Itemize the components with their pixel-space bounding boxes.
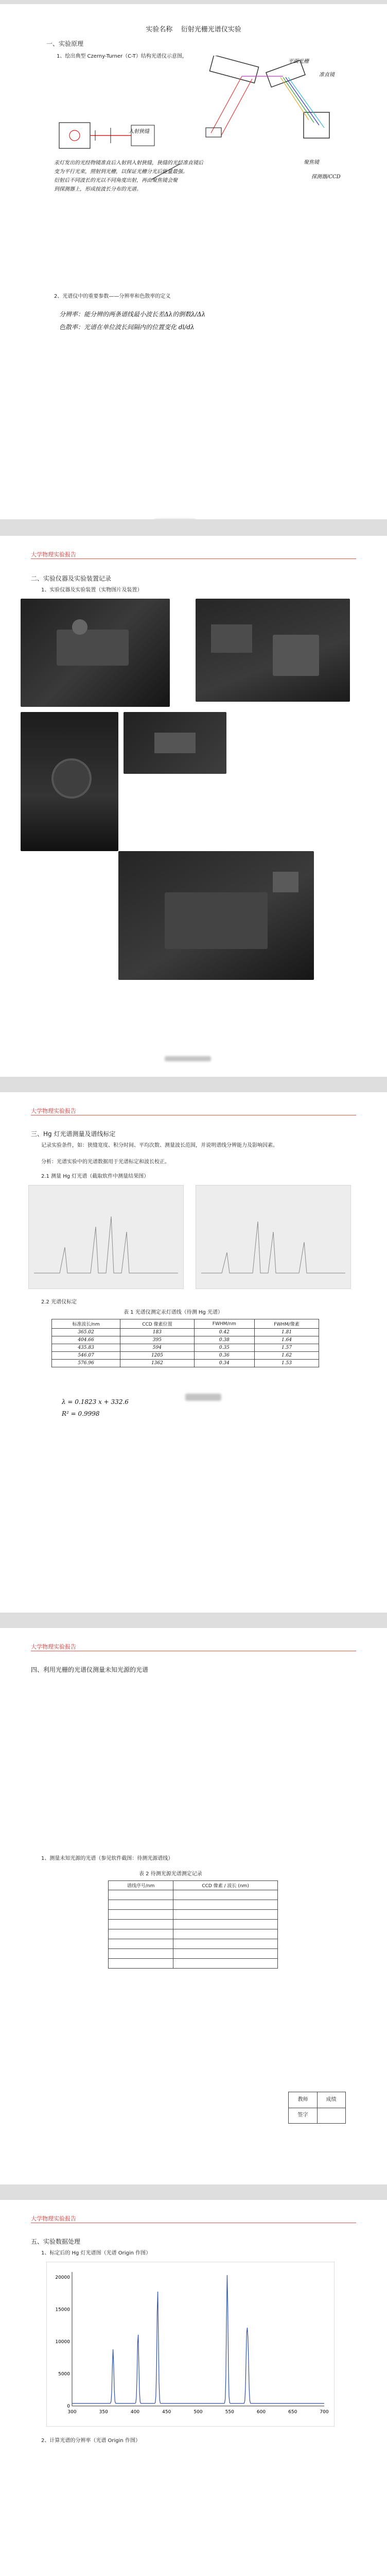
table-row bbox=[52, 1352, 319, 1360]
cell: 183 bbox=[120, 1329, 195, 1336]
fit-result bbox=[62, 1396, 129, 1420]
cell bbox=[109, 1959, 173, 1969]
apparatus-photo-3 bbox=[21, 712, 118, 851]
cell: 395 bbox=[120, 1336, 195, 1344]
cell bbox=[109, 1939, 173, 1949]
apparatus-photo-4 bbox=[124, 712, 226, 774]
page-header: 大学物理实验报告 bbox=[31, 1108, 76, 1114]
cell: 1362 bbox=[120, 1360, 195, 1367]
report-title bbox=[0, 24, 387, 33]
description: 记录实验条件，如：狭缝宽度、积分时间、平均次数、测量波长范围，并说明谱线分辨能力及影响因素。 bbox=[41, 1143, 278, 1148]
answer-line: 分辨率：能分辨的两条谱线最小波长差Δλ的倒数λ/Δλ bbox=[59, 311, 206, 318]
column-header: 标准波长/nm bbox=[52, 1319, 120, 1329]
figure-caption: 2.2 光谱仪标定 bbox=[41, 1299, 77, 1305]
cell: 0.38 bbox=[194, 1336, 254, 1344]
label-ccd: 探测器/CCD bbox=[311, 174, 341, 180]
x-tick-label: 300 bbox=[67, 2410, 77, 2415]
cell: 404.66 bbox=[52, 1336, 120, 1344]
redaction bbox=[165, 1056, 211, 1061]
figure-caption: 2.1 测量 Hg 灯光谱（截取软件中测量结果图） bbox=[41, 1174, 149, 1179]
sig-label-teacher: 教师 bbox=[289, 2092, 318, 2108]
table-row bbox=[109, 1920, 278, 1929]
sig-label-grade: 成绩 bbox=[317, 2092, 345, 2108]
hg-spectrum-screenshot-plot bbox=[196, 1185, 350, 1289]
cell bbox=[109, 1890, 173, 1900]
y-tick-label: 5000 bbox=[58, 2371, 70, 2377]
x-tick-label: 400 bbox=[130, 2410, 140, 2415]
cell: 546.07 bbox=[52, 1352, 120, 1360]
fit-line: R² = 0.9998 bbox=[62, 1410, 100, 1417]
sig-label-sign: 签字 bbox=[289, 2108, 318, 2123]
cell bbox=[173, 1929, 278, 1939]
x-tick-label: 500 bbox=[194, 2410, 203, 2415]
hg-calibration-table bbox=[51, 1319, 319, 1367]
item-caption: 1、实验仪器及实验装置（实物图片及装置） bbox=[41, 587, 143, 593]
cell: 1.81 bbox=[255, 1329, 319, 1336]
cell: 0.42 bbox=[194, 1329, 254, 1336]
report-page-1 bbox=[0, 4, 387, 519]
section-heading: 五、实验数据处理 bbox=[31, 2238, 81, 2245]
column-header: FWHM/nm bbox=[194, 1319, 254, 1329]
cell bbox=[173, 1920, 278, 1929]
apparatus-photo-2 bbox=[196, 599, 350, 702]
cell bbox=[109, 1920, 173, 1929]
y-tick-label: 15000 bbox=[55, 2307, 70, 2313]
hg-spectrum-screenshot-plot bbox=[29, 1185, 183, 1289]
apparatus-photo-1 bbox=[21, 599, 170, 707]
redaction bbox=[185, 1394, 221, 1401]
software-screenshot bbox=[28, 1185, 184, 1289]
y-tick-label: 0 bbox=[67, 2404, 70, 2409]
cell: 576.96 bbox=[52, 1360, 120, 1367]
table-row bbox=[109, 1929, 278, 1939]
x-tick-label: 550 bbox=[225, 2410, 234, 2415]
principle-line: 1、绘出典型 Czerny-Turner（C-T）结构光谱仪示意图， bbox=[57, 54, 187, 59]
question-2: 2、光谱仪中的重要参数——分辨率和色散率的定义 bbox=[54, 294, 171, 299]
label-focusing: 聚焦镜 bbox=[304, 160, 319, 165]
apparatus-photo-5 bbox=[118, 851, 314, 980]
item-caption: 2、计算光谱的分辨率（光谱 Origin 作图） bbox=[41, 2438, 140, 2444]
page-header: 大学物理实验报告 bbox=[31, 2215, 76, 2222]
table-row bbox=[109, 1949, 278, 1959]
section-heading: 四、利用光栅的光谱仪测量未知光源的光谱 bbox=[31, 1666, 149, 1673]
label-slit: 入射狭缝 bbox=[129, 129, 149, 134]
header-rule bbox=[31, 558, 356, 559]
title-value: 衍射光栅光谱仪实验 bbox=[181, 26, 241, 33]
section-heading: 二、实验仪器及实验装置记录 bbox=[31, 575, 112, 582]
table-row bbox=[109, 1910, 278, 1920]
section-heading: 一、实验原理 bbox=[46, 40, 84, 47]
table-title: 表 2 待测光源光谱测定记录 bbox=[139, 1871, 202, 1877]
note-line: 衍射后不同波长的光以不同角度出射，再由聚焦镜会聚 bbox=[54, 178, 178, 183]
cell bbox=[109, 1929, 173, 1939]
y-tick-label: 10000 bbox=[55, 2340, 70, 2345]
column-header: CCD 像素 / 波长 (nm) bbox=[173, 1881, 278, 1890]
table-row bbox=[52, 1329, 319, 1336]
cell bbox=[173, 1890, 278, 1900]
x-tick-label: 650 bbox=[288, 2410, 297, 2415]
table-row bbox=[52, 1360, 319, 1367]
x-tick-label: 600 bbox=[256, 2410, 266, 2415]
table-row bbox=[52, 1344, 319, 1352]
note-line: 到探测器上，形成按波长分布的光谱。 bbox=[54, 187, 142, 192]
x-tick-label: 350 bbox=[99, 2410, 108, 2415]
cell: 1.64 bbox=[255, 1336, 319, 1344]
cell: 435.83 bbox=[52, 1344, 120, 1352]
table-header-row bbox=[52, 1319, 319, 1329]
signature-box bbox=[288, 2092, 346, 2124]
title-label: 实验名称 bbox=[146, 26, 173, 33]
cell: 1.53 bbox=[255, 1360, 319, 1367]
answer-block bbox=[59, 308, 205, 334]
cell bbox=[173, 1959, 278, 1969]
cell: 594 bbox=[120, 1344, 195, 1352]
cell bbox=[109, 1949, 173, 1959]
fit-line: λ = 0.1823 x + 332.6 bbox=[62, 1398, 129, 1405]
software-screenshot bbox=[196, 1185, 351, 1289]
cell bbox=[109, 1910, 173, 1920]
unknown-source-table bbox=[108, 1880, 278, 1969]
cell: 365.02 bbox=[52, 1329, 120, 1336]
section-heading: 三、Hg 灯光谱测量及谱线标定 bbox=[31, 1130, 116, 1138]
cell bbox=[173, 1910, 278, 1920]
page-header: 大学物理实验报告 bbox=[31, 1643, 76, 1650]
note-line: 汞灯发出的光经物镜准直后入射到入射狭缝，狭缝的光经准直镜后 bbox=[54, 160, 203, 166]
label-collimator: 准直镜 bbox=[319, 72, 335, 78]
report-page-3 bbox=[0, 1092, 387, 1613]
cell: 1205 bbox=[120, 1352, 195, 1360]
table-row bbox=[52, 1336, 319, 1344]
handwritten-notes bbox=[54, 159, 203, 194]
cell bbox=[173, 1939, 278, 1949]
column-header: FWHM/像素 bbox=[255, 1319, 319, 1329]
cell: 0.35 bbox=[194, 1344, 254, 1352]
report-page-5 bbox=[0, 2200, 387, 2576]
report-page-4 bbox=[0, 1628, 387, 2184]
label-grating: 平面光栅 bbox=[288, 59, 309, 64]
table-row bbox=[109, 1959, 278, 1969]
item-caption: 1、标定后的 Hg 灯光谱图（光谱 Origin 作图） bbox=[41, 2250, 151, 2256]
report-page-2 bbox=[0, 536, 387, 1077]
answer-line: 色散率：光谱在单位波长间隔内的位置变化 dl/dλ bbox=[59, 324, 195, 331]
cell: 0.36 bbox=[194, 1352, 254, 1360]
column-header: 谱线序号/nm bbox=[109, 1881, 173, 1890]
cell bbox=[109, 1900, 173, 1910]
cell bbox=[173, 1900, 278, 1910]
cell: 1.57 bbox=[255, 1344, 319, 1352]
table-header-row bbox=[109, 1881, 278, 1890]
page-header: 大学物理实验报告 bbox=[31, 551, 76, 558]
cell: 0.34 bbox=[194, 1360, 254, 1367]
x-tick-label: 700 bbox=[320, 2410, 329, 2415]
column-header: CCD 像素位置 bbox=[120, 1319, 195, 1329]
item-caption: 1、测量未知光源的光谱（参见软件截图：待测光源谱线） bbox=[41, 1856, 173, 1861]
description: 分析：光谱实验中的光谱数据用于光谱标定和波长校正。 bbox=[41, 1159, 170, 1165]
table-row bbox=[109, 1890, 278, 1900]
cell: 1.62 bbox=[255, 1352, 319, 1360]
note-line: 变为平行光束，照射到光栅，以保证光栅分光后能量最强。 bbox=[54, 169, 188, 175]
y-tick-label: 20000 bbox=[55, 2275, 70, 2280]
table-row bbox=[109, 1900, 278, 1910]
cell bbox=[173, 1949, 278, 1959]
x-tick-label: 450 bbox=[162, 2410, 171, 2415]
hg-spectrum-chart bbox=[46, 2262, 335, 2427]
table-row bbox=[109, 1939, 278, 1949]
table-title: 表 1 光谱仪测定汞灯谱线（待测 Hg 光谱） bbox=[124, 1310, 223, 1315]
